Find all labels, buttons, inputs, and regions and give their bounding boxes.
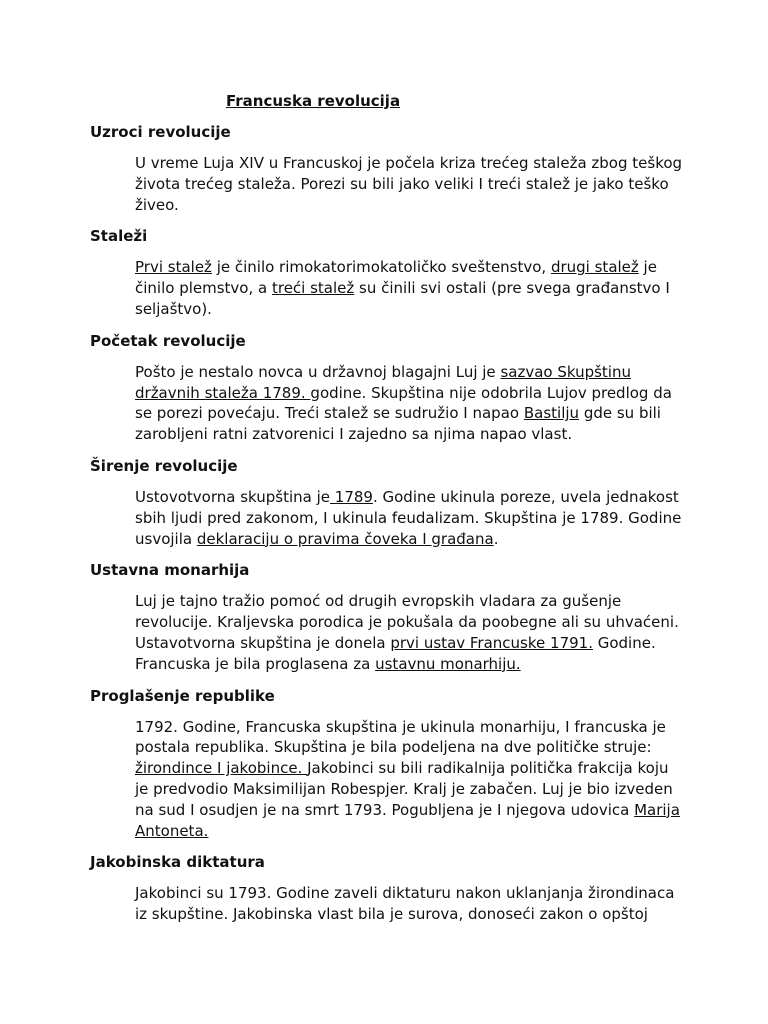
document-title: Francuska revolucija xyxy=(226,92,401,110)
text-run: Ustovotvorna skupština je xyxy=(135,487,331,506)
heading-pocetak: Početak revolucije xyxy=(90,331,246,350)
text-run: Luj je tajno tražio pomoć od drugih evropskih vladara za gušenje revolucije. Kraljevska porodica je pokušala da poobegne ali su uhvaćeni. Ustavotvorna skupština je donela xyxy=(135,592,679,652)
text-run: Pošto je nestalo novca u državnoj blagajni Luj je xyxy=(135,362,501,381)
underlined-term: prvi ustav Francuske 1791. xyxy=(390,633,593,652)
heading-uzroci: Uzroci revolucije xyxy=(90,123,231,141)
paragraph-sirenje xyxy=(135,487,683,549)
underlined-term: Marija Antoneta. xyxy=(135,800,680,840)
text-run: Jakobinci su bili radikalnija politička frakcija koju je predvodio Maksimilijan Robespjer. Kralj je zabačen. Luj je bio izveden na sud I osudjen je na smrt 1793. Pogubljena je I njegova udovica xyxy=(135,759,673,819)
heading-sirenje: Širenje revolucije xyxy=(90,456,238,475)
text-run: 1792. Godine, Francuska skupština je ukinula monarhiju, I francuska je postala republika. Skupština je bila podeljena na dve političke struje: xyxy=(135,717,666,757)
underlined-term: treći stalež xyxy=(271,279,355,298)
paragraph-uzroci xyxy=(135,153,683,215)
underlined-term: Bastilju xyxy=(523,404,580,423)
paragraph-proglasenje xyxy=(135,717,683,842)
underlined-term: sazvao Skupštinu državnih staleža 1789. xyxy=(135,362,631,402)
underlined-term: 1789 xyxy=(330,487,373,506)
text-run: U vreme Luja XIV u Francuskoj je počela kriza trećeg staleža zbog teškog života trećeg staleža. Porezi su bili jako veliki I treći stalež je jako teško živeo. xyxy=(135,154,683,214)
heading-ustavna: Ustavna monarhija xyxy=(90,561,250,580)
document-body xyxy=(90,122,690,936)
text-run: je činilo plemstvo, a xyxy=(135,258,657,298)
heading-proglasenje: Proglašenje republike xyxy=(90,686,275,705)
text-run: Jakobinci su 1793. Godine zaveli diktaturu nakon uklanjanja žirondinaca iz skupštine. Jakobinska vlast bila je surova, donoseći zakon o opštoj xyxy=(135,884,675,924)
underlined-term: Prvi stalež xyxy=(135,258,212,277)
heading-jakobinska: Jakobinska diktatura xyxy=(90,853,265,872)
paragraph-ustavna xyxy=(135,591,683,674)
paragraph-stalezi xyxy=(135,257,683,319)
paragraph-jakobinska xyxy=(135,883,683,925)
text-run: je činilo rimokatorimokatoličko sveštenstvo, xyxy=(211,258,551,277)
text-run: . Godine ukinula poreze, uvela jednakost sbih ljudi pred zakonom, I ukinula feudalizam. Skupština je 1789. Godine usvojila xyxy=(135,487,682,548)
underlined-term: deklaraciju o pravima čoveka I građana xyxy=(196,529,494,548)
paragraph-pocetak xyxy=(135,362,683,445)
heading-stalezi: Staleži xyxy=(90,227,148,246)
underlined-term: ustavnu monarhiju. xyxy=(375,654,521,673)
text-run: Godine. Francuska je bila proglasena za xyxy=(135,633,656,673)
text-run: . xyxy=(493,529,499,548)
text-run: su činili svi ostali (pre svega građanstvo I seljaštvo). xyxy=(135,279,670,318)
text-run: gde su bili zarobljeni ratni zatvorenici I zajedno sa njima napao vlast. xyxy=(135,404,661,444)
underlined-term: žirondince I jakobince. xyxy=(135,759,308,778)
underlined-term: drugi stalež xyxy=(550,258,639,277)
text-run: godine. Skupština nije odobrila Lujov predlog da se porezi povećaju. Treći stalež se sudružio I napao xyxy=(135,383,672,423)
